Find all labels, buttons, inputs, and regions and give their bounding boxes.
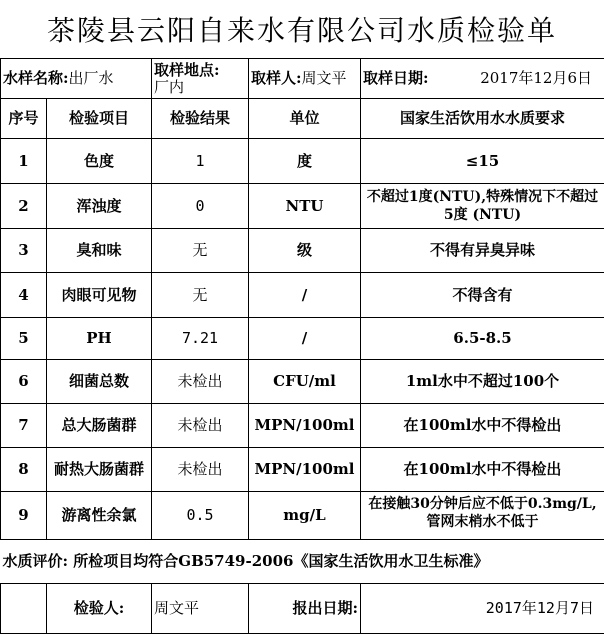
table-row	[1, 360, 604, 404]
row-unit: mg/L	[249, 492, 361, 540]
table-row	[1, 139, 604, 184]
row-item: PH	[47, 318, 152, 360]
date-label: 取样日期:	[363, 69, 429, 87]
row-standard: 在100ml水中不得检出	[361, 448, 604, 492]
row-standard: 在100ml水中不得检出	[361, 404, 604, 448]
date-cell	[361, 59, 604, 99]
water-quality-table	[0, 58, 604, 634]
header-row	[1, 99, 604, 139]
row-standard: 不得含有	[361, 273, 604, 318]
evaluation-row	[1, 540, 604, 584]
row-result: 0.5	[152, 492, 249, 540]
inspector-value: 周文平	[152, 584, 249, 634]
row-no: 8	[1, 448, 47, 492]
footer-spacer	[1, 584, 47, 634]
meta-row	[1, 59, 604, 99]
table-row	[1, 184, 604, 229]
row-result: 未检出	[152, 360, 249, 404]
row-unit: 级	[249, 229, 361, 273]
header-unit: 单位	[249, 99, 361, 139]
header-standard: 国家生活饮用水水质要求	[361, 99, 604, 139]
row-standard: 不超过1度(NTU),特殊情况下不超过5度 (NTU)	[361, 184, 604, 229]
row-standard: 1ml水中不超过100个	[361, 360, 604, 404]
row-no: 7	[1, 404, 47, 448]
row-no: 9	[1, 492, 47, 540]
row-unit: MPN/100ml	[249, 448, 361, 492]
row-no: 2	[1, 184, 47, 229]
row-item: 细菌总数	[47, 360, 152, 404]
row-no: 6	[1, 360, 47, 404]
row-no: 1	[1, 139, 47, 184]
table-row	[1, 229, 604, 273]
row-standard: 6.5-8.5	[361, 318, 604, 360]
row-item: 游离性余氯	[47, 492, 152, 540]
table-row	[1, 448, 604, 492]
row-result: 无	[152, 229, 249, 273]
row-no: 4	[1, 273, 47, 318]
row-unit: 度	[249, 139, 361, 184]
row-result: 无	[152, 273, 249, 318]
header-no: 序号	[1, 99, 47, 139]
row-item: 臭和味	[47, 229, 152, 273]
table-row	[1, 404, 604, 448]
row-result: 1	[152, 139, 249, 184]
evaluation-text: 水质评价: 所检项目均符合GB5749-2006《国家生活饮用水卫生标准》	[1, 540, 604, 584]
row-unit: /	[249, 318, 361, 360]
report-date-value: 2017年12月7日	[361, 584, 604, 634]
location-value: 厂内	[154, 77, 185, 96]
row-result: 7.21	[152, 318, 249, 360]
sample-name-cell	[1, 59, 152, 99]
location-label: 取样地点:	[154, 60, 220, 79]
table-row	[1, 318, 604, 360]
location-cell	[152, 59, 249, 99]
inspector-label: 检验人:	[47, 584, 152, 634]
document-title: 茶陵县云阳自来水有限公司水质检验单	[46, 14, 557, 47]
report-date-label: 报出日期:	[249, 584, 361, 634]
sampler-value: 周文平	[301, 69, 347, 87]
row-item: 肉眼可见物	[47, 273, 152, 318]
row-no: 3	[1, 229, 47, 273]
row-item: 色度	[47, 139, 152, 184]
row-item: 总大肠菌群	[47, 404, 152, 448]
row-standard: 在接触30分钟后应不低于0.3mg/L,管网末梢水不低于	[361, 492, 604, 540]
row-standard: 不得有异臭异味	[361, 229, 604, 273]
table-row	[1, 492, 604, 540]
row-result: 未检出	[152, 404, 249, 448]
row-result: 未检出	[152, 448, 249, 492]
table-row	[1, 273, 604, 318]
header-result: 检验结果	[152, 99, 249, 139]
sample-name-value: 出厂水	[68, 69, 114, 87]
sampler-cell	[249, 59, 361, 99]
footer-row	[1, 584, 604, 634]
date-value: 2017年12月6日	[480, 69, 592, 87]
row-result: 0	[152, 184, 249, 229]
sampler-label: 取样人:	[251, 69, 302, 87]
header-item: 检验项目	[47, 99, 152, 139]
row-unit: MPN/100ml	[249, 404, 361, 448]
row-item: 耐热大肠菌群	[47, 448, 152, 492]
row-unit: /	[249, 273, 361, 318]
row-unit: CFU/ml	[249, 360, 361, 404]
sample-name-label: 水样名称:	[3, 69, 69, 87]
row-standard: ≤15	[361, 139, 604, 184]
row-no: 5	[1, 318, 47, 360]
row-unit: NTU	[249, 184, 361, 229]
row-item: 浑浊度	[47, 184, 152, 229]
